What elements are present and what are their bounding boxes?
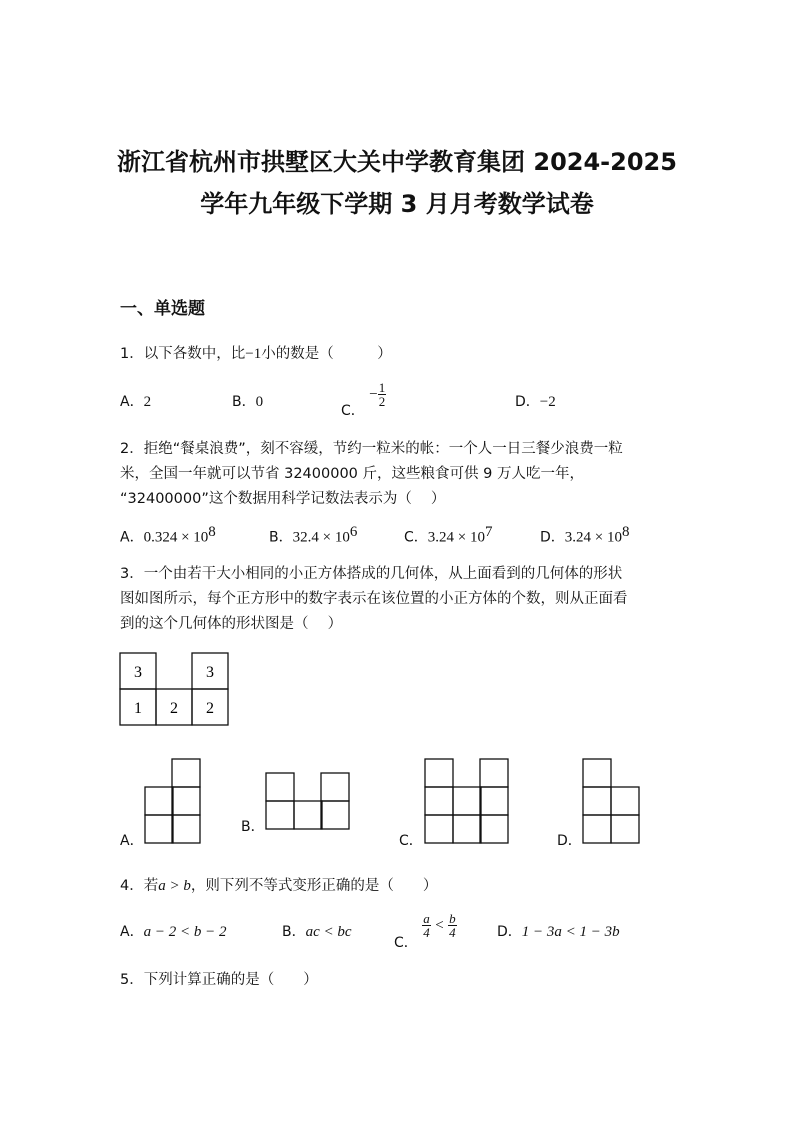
grid-cell-r1c1: 3 [134, 664, 142, 681]
question-3-line-2: 图如图所示，每个正方形中的数字表示在该位置的小正方体的个数，则从正面看 [120, 591, 628, 607]
q4-option-d [497, 921, 620, 941]
top-view-grid [118, 651, 238, 731]
q2-option-c [404, 524, 493, 547]
q3-option-d-label: D． [557, 833, 582, 849]
option-label: D． [540, 529, 565, 546]
q3-option-b-figure [265, 772, 355, 834]
exponent: 7 [485, 524, 493, 540]
q4-stem-a: 4．若 [120, 878, 159, 894]
fraction [378, 381, 387, 408]
q3-option-c-figure [424, 757, 514, 847]
option-value: −2 [539, 394, 556, 410]
exponent: 8 [622, 524, 630, 540]
q1-option-a [120, 391, 151, 411]
option-sign: − [369, 386, 378, 403]
option-value: 3.24 × 10 [564, 529, 622, 546]
option-label: B． [282, 924, 306, 940]
fraction-denominator: 2 [378, 394, 386, 409]
grid-cell-r2c1: 1 [134, 700, 142, 717]
question-2-line-1: 2．拒绝“餐桌浪费”，刻不容缓，节约一粒米的帐：一个人一日三餐少浪费一粒 [120, 441, 623, 457]
fraction-numerator: b [449, 911, 456, 926]
q3-option-a-label: A． [120, 833, 144, 849]
title-line-1: 浙江省杭州市拱墅区大关中学教育集团 2024-2025 [117, 148, 677, 176]
option-value: 32.4 × 10 [292, 529, 350, 546]
option-value: 0 [255, 394, 264, 410]
grid-cell-r2c2: 2 [170, 700, 178, 717]
grid-cell-r1c3: 3 [206, 664, 214, 681]
fraction-denominator: 4 [449, 925, 456, 940]
fraction-denominator: 4 [423, 925, 430, 940]
fraction-numerator: a [423, 911, 430, 926]
q3-option-b-label: B． [241, 819, 265, 835]
question-2-line-2: 米，全国一年就可以节省 32400000 斤，这些粮食可供 9 万人吃一年， [120, 466, 584, 482]
option-label: A． [120, 394, 144, 410]
grid-cell-r2c3: 2 [206, 700, 214, 717]
fraction [448, 912, 457, 939]
option-label: C． [394, 934, 418, 951]
option-value: 0.324 × 10 [143, 529, 209, 546]
q3-option-a-figure [144, 757, 206, 847]
q4-option-a [120, 921, 226, 941]
question-4 [120, 874, 437, 895]
option-value: 1 − 3a < 1 − 3b [521, 924, 620, 940]
section-heading: 一、单选题 [120, 299, 205, 319]
q1-option-c [341, 380, 386, 419]
q2-option-d [540, 524, 630, 547]
option-label: D． [497, 924, 522, 940]
exponent: 8 [208, 524, 216, 540]
question-5: 5．下列计算正确的是（ ） [120, 972, 318, 988]
option-value: a − 2 < b − 2 [143, 924, 227, 940]
q1-option-d [515, 391, 556, 411]
option-label: B． [269, 529, 293, 546]
q4-stem-math: a > b [158, 878, 191, 894]
question-2-line-3: “32400000”这个数据用科学记数法表示为（ ） [120, 491, 446, 507]
question-3-line-3: 到的这个几何体的形状图是（ ） [120, 616, 343, 632]
q1-option-b [232, 391, 263, 411]
question-3-line-1: 3．一个由若干大小相同的小正方体搭成的几何体，从上面看到的几何体的形状 [120, 566, 623, 582]
option-label: A． [120, 924, 144, 940]
exponent: 6 [349, 524, 358, 540]
question-1 [120, 342, 392, 363]
option-value: 2 [143, 394, 152, 410]
fraction [422, 912, 431, 939]
q1-stem-b: 小的数是（ ） [261, 346, 392, 362]
q4-option-c [394, 911, 457, 951]
q3-option-d-figure [582, 757, 644, 847]
q2-option-b [269, 524, 357, 547]
q4-stem-b: ，则下列不等式变形正确的是（ ） [190, 878, 438, 894]
q2-option-a [120, 524, 216, 547]
option-label: B． [232, 394, 256, 410]
option-label: C． [404, 529, 428, 546]
option-label: A． [120, 529, 144, 546]
title-line-2: 学年九年级下学期 3 月月考数学试卷 [200, 190, 594, 218]
q3-option-c-label: C． [399, 833, 423, 849]
option-label: C． [341, 402, 365, 419]
option-label: D． [515, 394, 540, 410]
option-value: 3.24 × 10 [427, 529, 485, 546]
q1-stem-a: 1．以下各数中，比 [120, 346, 246, 362]
fraction-numerator: 1 [378, 380, 386, 395]
q4-option-b [282, 921, 352, 941]
operator: < [435, 917, 444, 934]
option-value: ac < bc [305, 924, 352, 940]
q1-stem-math: −1 [245, 346, 262, 362]
